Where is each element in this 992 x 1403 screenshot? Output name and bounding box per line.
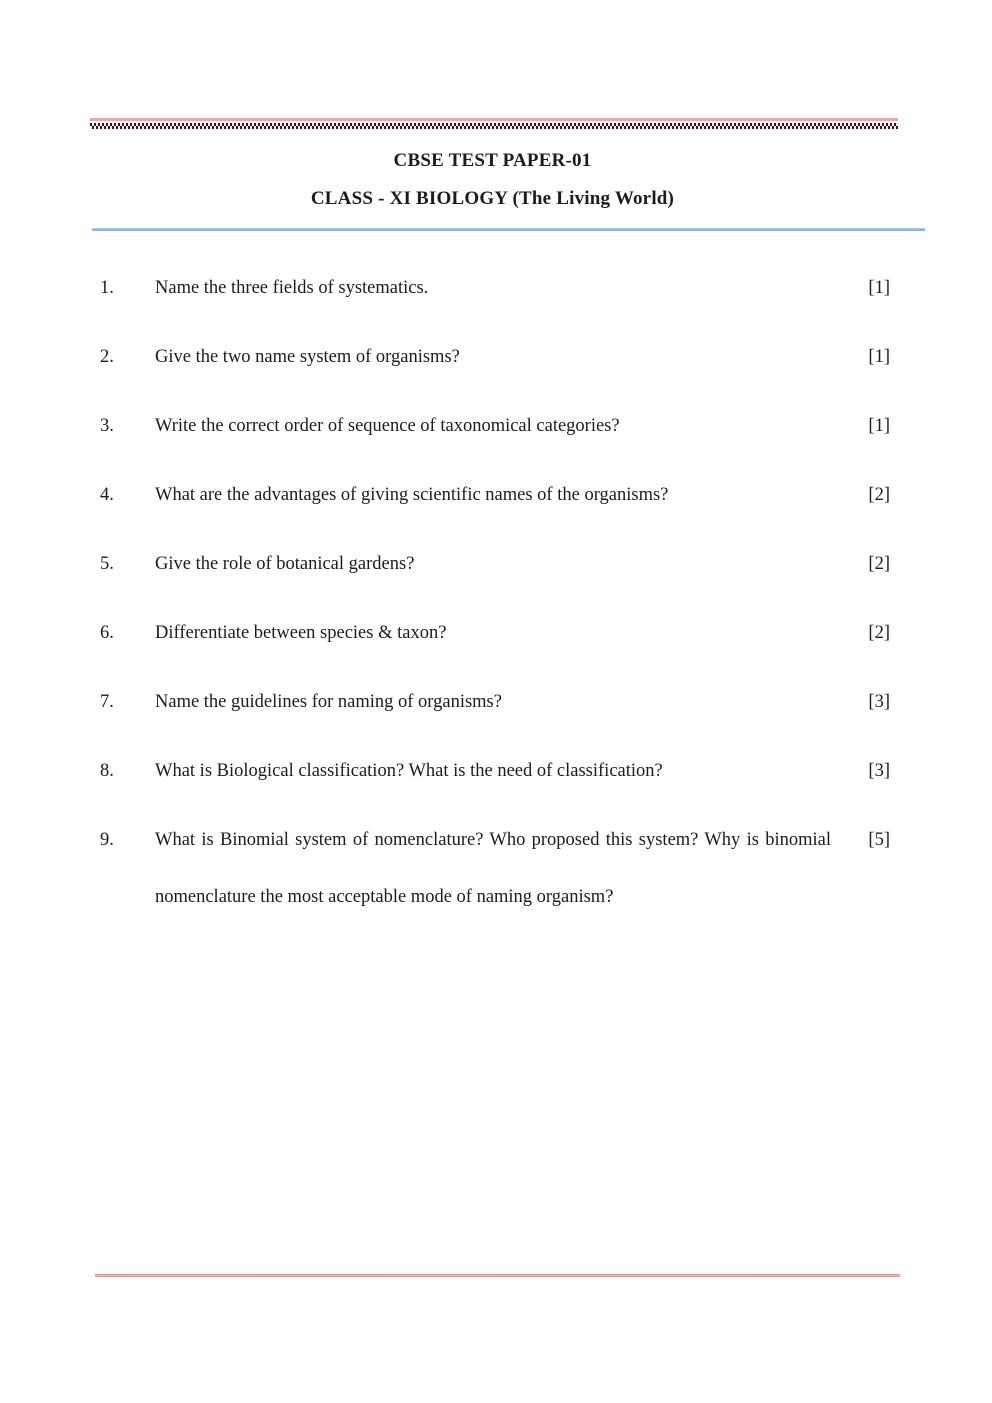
decorative-bottom-border bbox=[95, 1274, 900, 1277]
question-number: 4. bbox=[100, 485, 114, 505]
question-number: 9. bbox=[100, 830, 114, 850]
paper-title: CBSE TEST PAPER-01 bbox=[393, 150, 592, 171]
question-text: What is Binomial system of nomenclature? Who proposed this system? Why is binomial nomenclature the most acceptable mode of naming organism? bbox=[155, 830, 831, 907]
question-marks: [1] bbox=[868, 278, 890, 298]
question-marks: [2] bbox=[868, 554, 890, 574]
question-row bbox=[95, 743, 890, 800]
question-number: 1. bbox=[100, 278, 114, 298]
decorative-top-border bbox=[90, 118, 898, 130]
question-number: 8. bbox=[100, 761, 114, 781]
question-row bbox=[95, 674, 890, 731]
question-marks: [3] bbox=[868, 761, 890, 781]
question-marks: [2] bbox=[868, 485, 890, 505]
question-number: 3. bbox=[100, 416, 114, 436]
question-row bbox=[95, 260, 890, 317]
questions-list bbox=[95, 260, 890, 938]
question-marks: [1] bbox=[868, 416, 890, 436]
document-header bbox=[95, 142, 890, 218]
question-text: Name the guidelines for naming of organisms? bbox=[155, 692, 502, 712]
question-text: What are the advantages of giving scientific names of the organisms? bbox=[155, 485, 669, 505]
question-text: Write the correct order of sequence of taxonomical categories? bbox=[155, 416, 620, 436]
paper-subtitle: CLASS - XI BIOLOGY (The Living World) bbox=[310, 188, 675, 209]
question-marks: [2] bbox=[868, 623, 890, 643]
top-border-checker-pattern bbox=[90, 123, 898, 129]
question-number: 6. bbox=[100, 623, 114, 643]
question-text: What is Biological classification? What is the need of classification? bbox=[155, 761, 663, 781]
question-row bbox=[95, 605, 890, 662]
question-row bbox=[95, 536, 890, 593]
question-marks: [3] bbox=[868, 692, 890, 712]
question-number: 2. bbox=[100, 347, 114, 367]
header-divider-rule bbox=[92, 228, 925, 231]
question-row bbox=[95, 812, 890, 926]
question-row bbox=[95, 329, 890, 386]
question-number: 5. bbox=[100, 554, 114, 574]
question-marks: [1] bbox=[868, 347, 890, 367]
question-text: Differentiate between species & taxon? bbox=[155, 623, 447, 643]
question-marks: [5] bbox=[868, 830, 890, 850]
question-row bbox=[95, 467, 890, 524]
question-text: Give the two name system of organisms? bbox=[155, 347, 460, 367]
question-number: 7. bbox=[100, 692, 114, 712]
question-row bbox=[95, 398, 890, 455]
question-text: Name the three fields of systematics. bbox=[155, 278, 429, 298]
question-text: Give the role of botanical gardens? bbox=[155, 554, 415, 574]
